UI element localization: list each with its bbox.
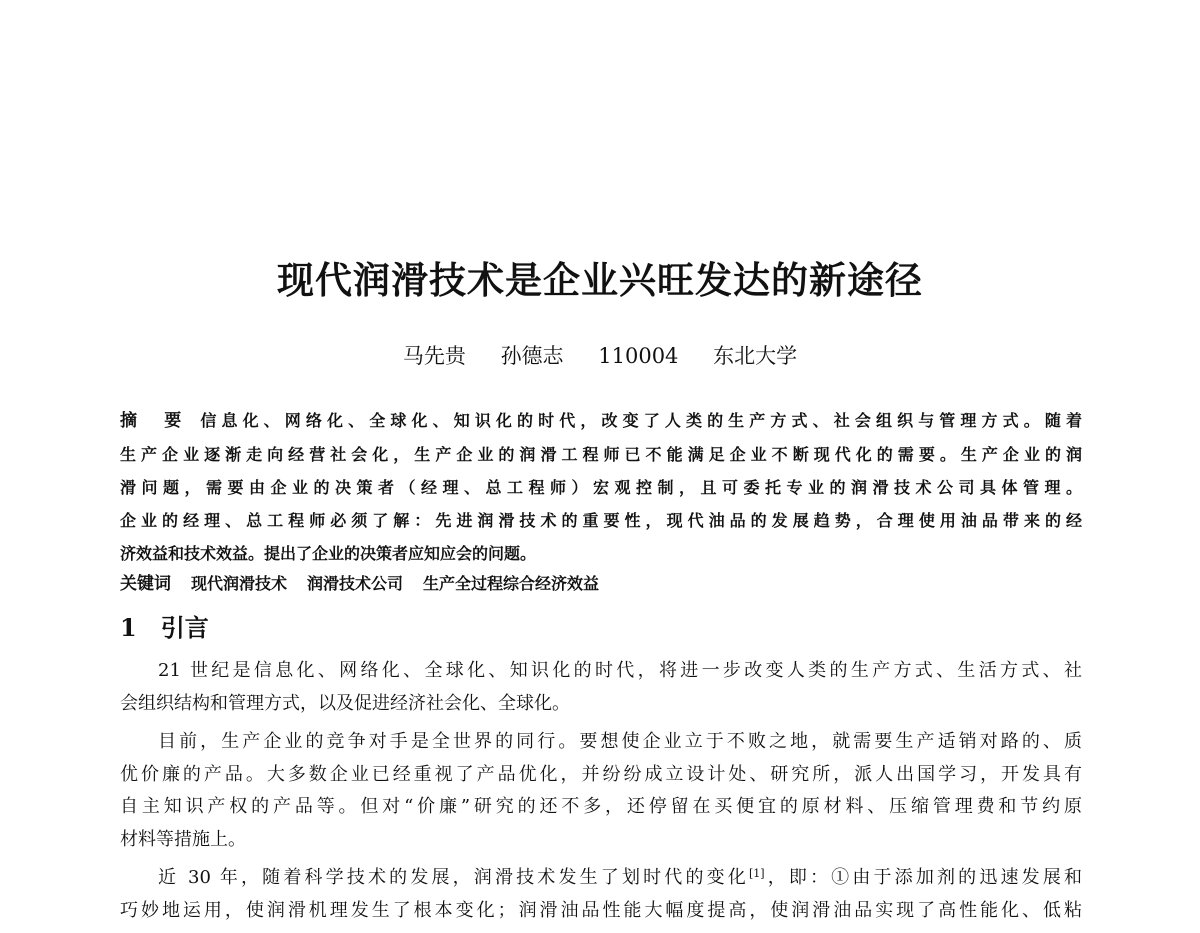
- paragraph: 21 世纪是信息化、网络化、全球化、知识化的时代，将进一步改变人类的生产方式、生活方式、社 会组织结构和管理方式，以及促进经济社会化、全球化。: [120, 660, 1082, 714]
- keyword: 现代润滑技术: [191, 574, 288, 593]
- section-number: 1: [120, 613, 137, 642]
- paragraph: 目前，生产企业的竞争对手是全世界的同行。要想使企业立于不败之地，就需要生产适销对路的、质 优价廉的产品。大多数企业已经重视了产品优化，并纷纷成立设计处、研究所，派人出国学习，开发具有 自主知识产权的产品等。但对“价廉”研究的还不多，还停留在买便宜的原材料、压缩管理费和节约原 材料等措施上。: [120, 731, 1082, 850]
- abstract-label: 摘 要: [120, 411, 187, 431]
- citation: [1]: [748, 867, 765, 880]
- keywords-label: 关键词: [120, 574, 171, 594]
- affiliation: 东北大学: [713, 344, 798, 368]
- authors: [0, 340, 1200, 370]
- abstract-line: 滑问题，需要由企业的决策者（经理、总工程师）宏观控制，且可委托专业的润滑技术公司具体管理。: [120, 478, 1082, 497]
- paragraph: 近 30 年，随着科学技术的发展，润滑技术发生了划时代的变化[1]，即：①由于添加剂的迅速发展和 巧妙地运用，使润滑机理发生了根本变化；润滑油品性能大幅度提高，使润滑油品实现了高性能化、低粘: [120, 867, 1082, 921]
- abstract-line: 济效益和技术效益。提出了企业的决策者应知应会的问题。: [120, 544, 537, 563]
- postal-code: 110004: [598, 344, 679, 368]
- author-name: 马先贵: [402, 344, 466, 368]
- keyword: 润滑技术公司: [307, 574, 404, 593]
- page-title: 现代润滑技术是企业兴旺发达的新途径: [277, 258, 923, 302]
- keywords: [120, 572, 1082, 596]
- abstract-line: 生产企业逐渐走向经营社会化，生产企业的润滑工程师已不能满足企业不断现代化的需要。生产企业的润: [120, 445, 1082, 464]
- abstract-line: 企业的经理、总工程师必须了解：先进润滑技术的重要性，现代油品的发展趋势，合理使用油品带来的经: [120, 511, 1082, 530]
- author-name: 孙德志: [500, 344, 564, 368]
- section-heading: [120, 608, 209, 643]
- keyword: 生产全过程综合经济效益: [423, 574, 600, 593]
- body-text: [120, 655, 1082, 933]
- abstract: [120, 404, 1082, 596]
- abstract-line: 摘 要 信息化、网络化、全球化、知识化的时代，改变了人类的生产方式、社会组织与管理方式。随着: [120, 411, 1082, 431]
- section-title: 引言: [160, 613, 209, 642]
